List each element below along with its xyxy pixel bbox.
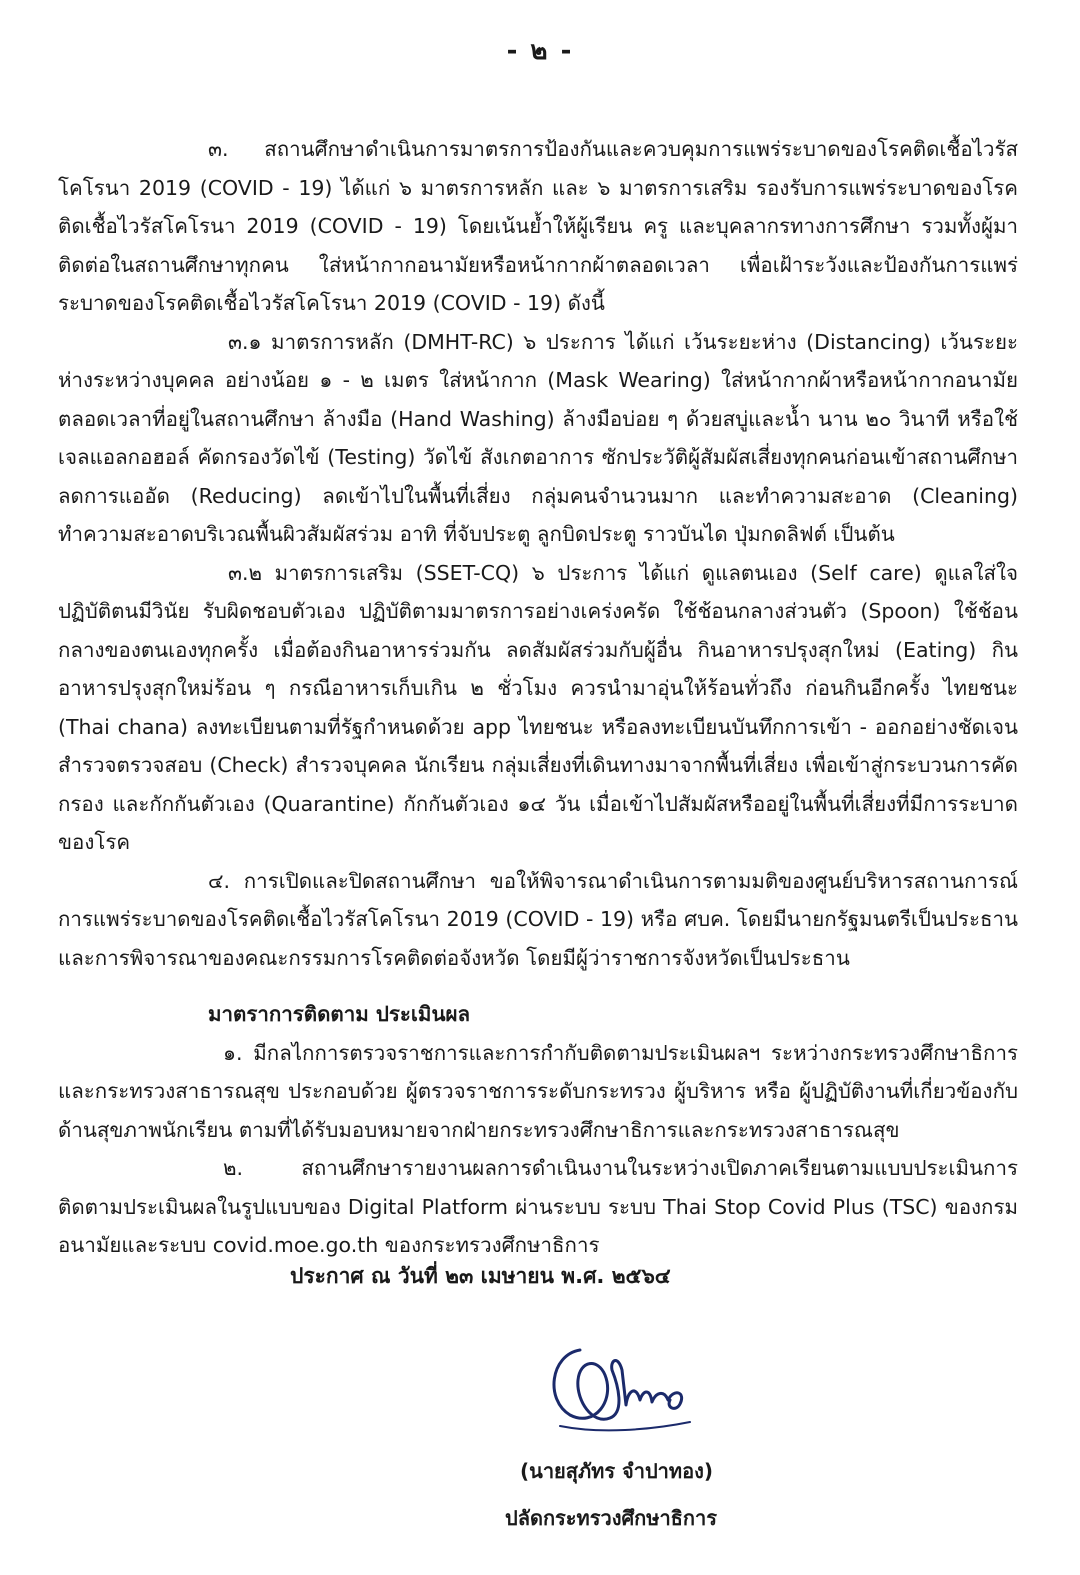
monitoring-item-1: ๑. มีกลไกการตรวจราชการและการกำกับติดตามประเมินผลฯ ระหว่างกระทรวงศึกษาธิการและกระทรวงสาธารณสุข ประกอบด้วย ผู้ตรวจราชการระดับกระทรวง ผู้บริหาร หรือ ผู้ปฏิบัติงานที่เกี่ยวข้องกับด้านสุขภาพนักเรียน ตามที่ได้รับมอบหมายจากฝ่ายกระทรวงศึกษาธิการและกระทรวงสาธารณสุข bbox=[58, 1040, 1018, 1142]
paragraph-3-1: ๓.๑ มาตรการหลัก (DMHT-RC) ๖ ประการ ได้แก่ เว้นระยะห่าง (Distancing) เว้นระยะห่างระหว่างบุคคล อย่างน้อย ๑ - ๒ เมตร ใส่หน้ากาก (Mask Wearing) ใส่หน้ากากผ้าหรือหน้ากากอนามัยตลอดเวลาที่อยู่ในสถานศึกษา ล้างมือ (Hand Washing) ล้างมือบ่อย ๆ ด้วยสบู่และน้ำ นาน ๒๐ วินาที หรือใช้เจลแอลกอฮอล์ คัดกรองวัดไข้ (Testing) วัดไข้ สังเกตอาการ ซักประวัติผู้สัมผัสเสี่ยงทุกคนก่อนเข้าสถานศึกษา ลดการแออัด (Reducing) ลดเข้าไปในพื้นที่เสี่ยง กลุ่มคนจำนวนมาก และทำความสะอาด (Cleaning) ทำความสะอาดบริเวณพื้นผิวสัมผัสร่วม อาทิ ที่จับประตู ลูกบิดประตู ราวบันได ปุ่มกดลิฟต์ เป็นต้น bbox=[58, 329, 1018, 546]
signatory-title: ปลัดกระทรวงศึกษาธิการ bbox=[505, 1506, 717, 1530]
monitoring-item-2: ๒. สถานศึกษารายงานผลการดำเนินงานในระหว่างเปิดภาคเรียนตามแบบประเมินการติดตามประเมินผลในรูปแบบของ Digital Platform ผ่านระบบ ระบบ Thai Stop Covid Plus (TSC) ของกรมอนามัยและระบบ covid.moe.go.th ของกระทรวงศึกษาธิการ bbox=[58, 1156, 1018, 1257]
paragraph-3-2: ๓.๒ มาตรการเสริม (SSET-CQ) ๖ ประการ ได้แก่ ดูแลตนเอง (Self care) ดูแลใส่ใจ ปฏิบัติตนมีวินัย รับผิดชอบตัวเอง ปฏิบัติตามมาตรการอย่างเคร่งครัด ใช้ช้อนกลางส่วนตัว (Spoon) ใช้ช้อนกลางของตนเองทุกครั้ง เมื่อต้องกินอาหารร่วมกัน ลดสัมผัสร่วมกับผู้อื่น กินอาหารปรุงสุกใหม่ (Eating) กินอาหารปรุงสุกใหม่ร้อน ๆ กรณีอาหารเก็บเกิน ๒ ชั่วโมง ควรนำมาอุ่นให้ร้อนทั่วถึง ก่อนกินอีกครั้ง ไทยชนะ (Thai chana) ลงทะเบียนตามที่รัฐกำหนดด้วย app ไทยชนะ หรือลงทะเบียนบันทึกการเข้า - ออกอย่างชัดเจน สำรวจตรวจสอบ (Check) สำรวจบุคคล นักเรียน กลุ่มเสี่ยงที่เดินทางมาจากพื้นที่เสี่ยง เพื่อเข้าสู่กระบวนการคัดกรอง และกักกันตัวเอง (Quarantine) กักกันตัวเอง ๑๔ วัน เมื่อเข้าไปสัมผัสหรืออยู่ในพื้นที่เสี่ยงที่มีการระบาดของโรค bbox=[58, 560, 1018, 854]
handwritten-signature bbox=[540, 1330, 710, 1440]
signatory-name: (นายสุภัทร จำปาทอง) bbox=[520, 1459, 714, 1483]
paragraph-4: ๔. การเปิดและปิดสถานศึกษา ขอให้พิจารณาดำเนินการตามมติของศูนย์บริหารสถานการณ์การแพร่ระบาดของโรคติดเชื้อไวรัสโคโรนา 2019 (COVID - 19) หรือ ศบค. โดยมีนายกรัฐมนตรีเป็นประธานและการพิจารณาของคณะกรรมการโรคติดต่อจังหวัด โดยมีผู้ว่าราชการจังหวัดเป็นประธาน bbox=[58, 868, 1018, 970]
page-number: - ๒ - bbox=[506, 36, 574, 66]
section-heading: มาตราการติดตาม ประเมินผล bbox=[208, 1002, 471, 1026]
document-body bbox=[58, 130, 1018, 1265]
paragraph-3: ๓. สถานศึกษาดำเนินการมาตรการป้องกันและควบคุมการแพร่ระบาดของโรคติดเชื้อไวรัสโคโรนา 2019 (COVID - 19) ได้แก่ ๖ มาตรการหลัก และ ๖ มาตรการเสริม รองรับการแพร่ระบาดของโรคติดเชื้อไวรัสโคโรนา 2019 (COVID - 19) โดยเน้นย้ำให้ผู้เรียน ครู และบุคลากรทางการศึกษา รวมทั้งผู้มาติดต่อในสถานศึกษาทุกคน ใส่หน้ากากอนามัยหรือหน้ากากผ้าตลอดเวลา เพื่อเฝ้าระวังและป้องกันการแพร่ระบาดของโรคติดเชื้อไวรัสโคโรนา 2019 (COVID - 19) ดังนี้ bbox=[58, 137, 1018, 315]
announcement-date: ประกาศ ณ วันที่ ๒๓ เมษายน พ.ศ. ๒๕๖๔ bbox=[290, 1264, 671, 1288]
